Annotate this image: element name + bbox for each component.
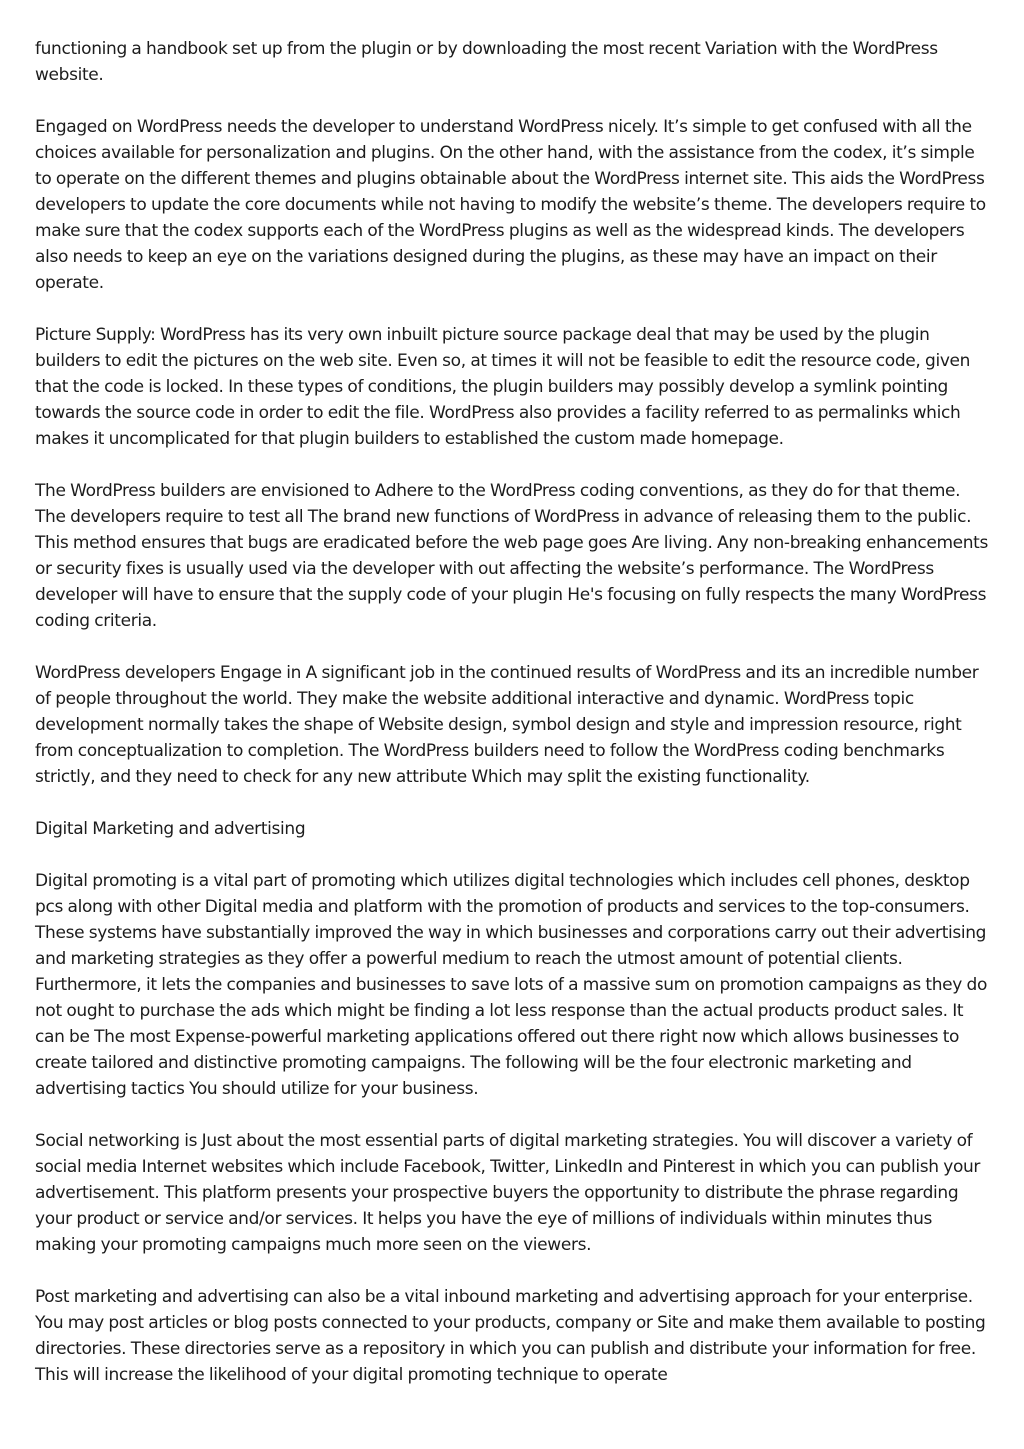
paragraph-coding-conventions: The WordPress builders are envisioned to Adhere to the WordPress coding conventions, as they do for that theme. The developers require to test all The brand new functions of WordPress in advance of releasing them to the public. This method ensures that bugs are eradicated before the web page goes Are living. Any non-breaking enhancements or security fixes is usually used via the developer with out affecting the website’s performance. The WordPress developer will have to ensure that the supply code of your plugin He's focusing on fully respects the many WordPress coding criteria. — [35, 481, 989, 631]
section-heading-digital-marketing: Digital Marketing and advertising — [35, 819, 306, 839]
paragraph-picture-supply: Picture Supply: WordPress has its very own inbuilt picture source package deal that may be used by the plugin builders to edit the pictures on the web site. Even so, at times it will not be feasible to edit the resource code, given that the code is locked. In these types of conditions, the plugin builders may possibly develop a symlink pointing towards the source code in order to edit the file. WordPress also provides a facility referred to as permalinks which makes it uncomplicated for that plugin builders to established the custom made homepage. — [35, 325, 971, 449]
paragraph-digital-promoting: Digital promoting is a vital part of promoting which utilizes digital technologies which includes cell phones, desktop pcs along with other Digital media and platform with the promotion of products and services to the top-consumers. These systems have substantially improved the way in which businesses and corporations carry out their advertising and marketing strategies as they offer a powerful medium to reach the utmost amount of potential clients. Furthermore, it lets the companies and businesses to save lots of a massive sum on promotion campaigns as they do not ought to purchase the ads which might be finding a lot less response than the actual products product sales. It can be The most Expense-powerful marketing applications offered out there right now which allows businesses to create tailored and distinctive promoting campaigns. The following will be the four electronic marketing and advertising tactics You should utilize for your business. — [35, 871, 988, 1099]
paragraph-intro-continuation: functioning a handbook set up from the plugin or by downloading the most recent Variation with the WordPress website. — [35, 39, 938, 85]
document-page — [35, 36, 993, 1414]
paragraph-working-on-wordpress: Engaged on WordPress needs the developer to understand WordPress nicely. It’s simple to get confused with all the choices available for personalization and plugins. On the other hand, with the assistance from the codex, it’s simple to operate on the different themes and plugins obtainable about the WordPress internet site. This aids the WordPress developers to update the core documents while not having to modify the website’s theme. The developers require to make sure that the codex supports each of the WordPress plugins as well as the widespread kinds. The developers also needs to keep an eye on the variations designed during the plugins, as these may have an impact on their operate. — [35, 117, 986, 293]
paragraph-post-marketing: Post marketing and advertising can also be a vital inbound marketing and advertising approach for your enterprise. You may post articles or blog posts connected to your products, company or Site and make them available to posting directories. These directories serve as a repository in which you can publish and distribute your information for free. This will increase the likelihood of your digital promoting technique to operate — [35, 1287, 986, 1385]
paragraph-wordpress-developers: WordPress developers Engage in A significant job in the continued results of WordPress and its an incredible number of people throughout the world. They make the website additional interactive and dynamic. WordPress topic development normally takes the shape of Website design, symbol design and style and impression resource, right from conceptualization to completion. The WordPress builders need to follow the WordPress coding benchmarks strictly, and they need to check for any new attribute Which may split the existing functionality. — [35, 663, 979, 787]
paragraph-social-networking: Social networking is Just about the most essential parts of digital marketing strategies. You will discover a variety of social media Internet websites which include Facebook, Twitter, LinkedIn and Pinterest in which you can publish your advertisement. This platform presents your prospective buyers the opportunity to distribute the phrase regarding your product or service and/or services. It helps you have the eye of millions of individuals within minutes thus making your promoting campaigns much more seen on the viewers. — [35, 1131, 981, 1255]
